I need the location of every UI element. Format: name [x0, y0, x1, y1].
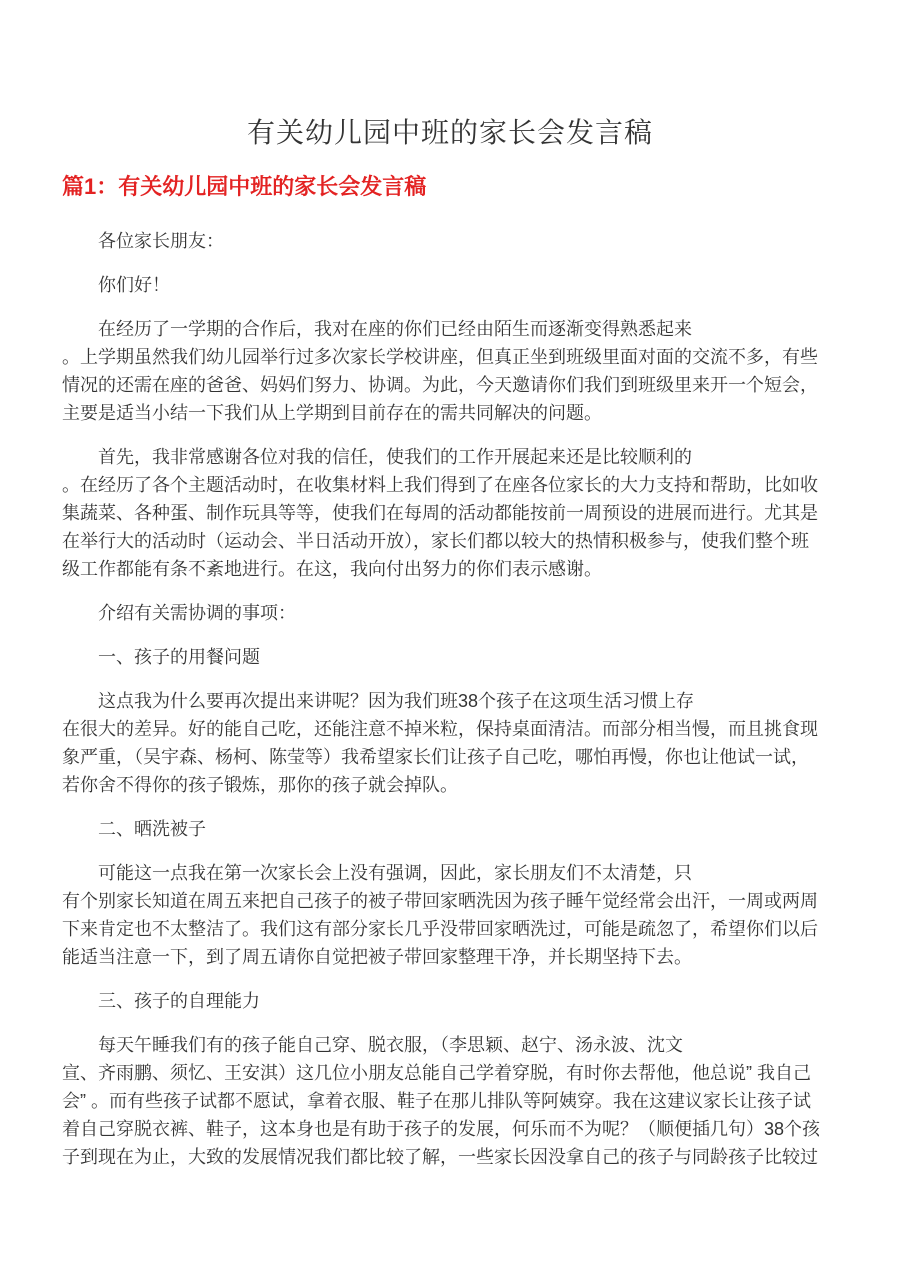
paragraph: 二、晒洗被子 [98, 819, 206, 839]
paragraph: 三、孩子的自理能力 [98, 991, 260, 1011]
section-heading: 篇1：有关幼儿园中班的家长会发言稿 [62, 174, 427, 199]
paragraph: 你们好！ [98, 275, 170, 295]
paragraph: 一、孩子的用餐问题 [98, 647, 260, 667]
page-title: 有关幼儿园中班的家长会发言稿 [246, 117, 653, 148]
paragraph: 这点我为什么要再次提出来讲呢？因为我们班38个孩子在这项生活习惯上存 在很大的差异。好的能自己吃，还能注意不掉米粒，保持桌面清洁。而部分相当慢，而且挑食现 象严重，（吴宇森、杨柯、陈莹等）我希望家长们让孩子自己吃，哪怕再慢，你也让他试一试， 若你舍不得你的孩子锻炼，那你的孩子就会掉队。 [62, 691, 818, 795]
paragraph: 每天午睡我们有的孩子能自己穿、脱衣服，（李思颖、赵宁、汤永波、沈文 宣、齐雨鹏、须忆、王安淇）这几位小朋友总能自己学着穿脱，有时你去帮他，他总说” 我自己 会” 。而有些孩子试都不愿试，拿着衣服、鞋子在那儿排队等阿姨穿。我在这建议家长让孩子试 着自己穿脱衣裤、鞋子，这本身也是有助于孩子的发展，何乐而不为呢？（顺便插几句）38个孩 子到现在为止，大致的发展情况我们都比较了解，一些家长因没拿自己的孩子与同龄孩子比较过 [62, 1035, 821, 1167]
paragraph: 首先，我非常感谢各位对我的信任，使我们的工作开展起来还是比较顺利的 。在经历了各个主题活动时，在收集材料上我们得到了在座各位家长的大力支持和帮助，比如收 集蔬菜、各种蛋、制作玩具等等，使我们在每周的活动都能按前一周预设的进展而进行。尤其是 在举行大的活动时（运动会、半日活动开放），家长们都以较大的热情积极参与，使我们整个班 级工作都能有条不紊地进行。在这，我向付出努力的你们表示感谢。 [62, 447, 818, 579]
paragraph: 可能这一点我在第一次家长会上没有强调，因此，家长朋友们不太清楚，只 有个别家长知道在周五来把自己孩子的被子带回家晒洗因为孩子睡午觉经常会出汗，一周或两周 下来肯定也不太整洁了。我们这有部分家长几乎没带回家晒洗过，可能是疏忽了，希望你们以后 能适当注意一下，到了周五请你自觉把被子带回家整理干净，并长期坚持下去。 [62, 863, 818, 967]
paragraph: 在经历了一学期的合作后，我对在座的你们已经由陌生而逐渐变得熟悉起来 。上学期虽然我们幼儿园举行过多次家长学校讲座，但真正坐到班级里面对面的交流不多，有些 情况的还需在座的爸爸、妈妈们努力、协调。为此，今天邀请你们我们到班级里来开一个短会， 主要是适当小结一下我们从上学期到目前存在的需共同解决的问题。 [62, 319, 818, 423]
document-body [62, 227, 838, 1171]
paragraph: 介绍有关需协调的事项： [98, 603, 296, 623]
paragraph: 各位家长朋友： [98, 231, 224, 251]
